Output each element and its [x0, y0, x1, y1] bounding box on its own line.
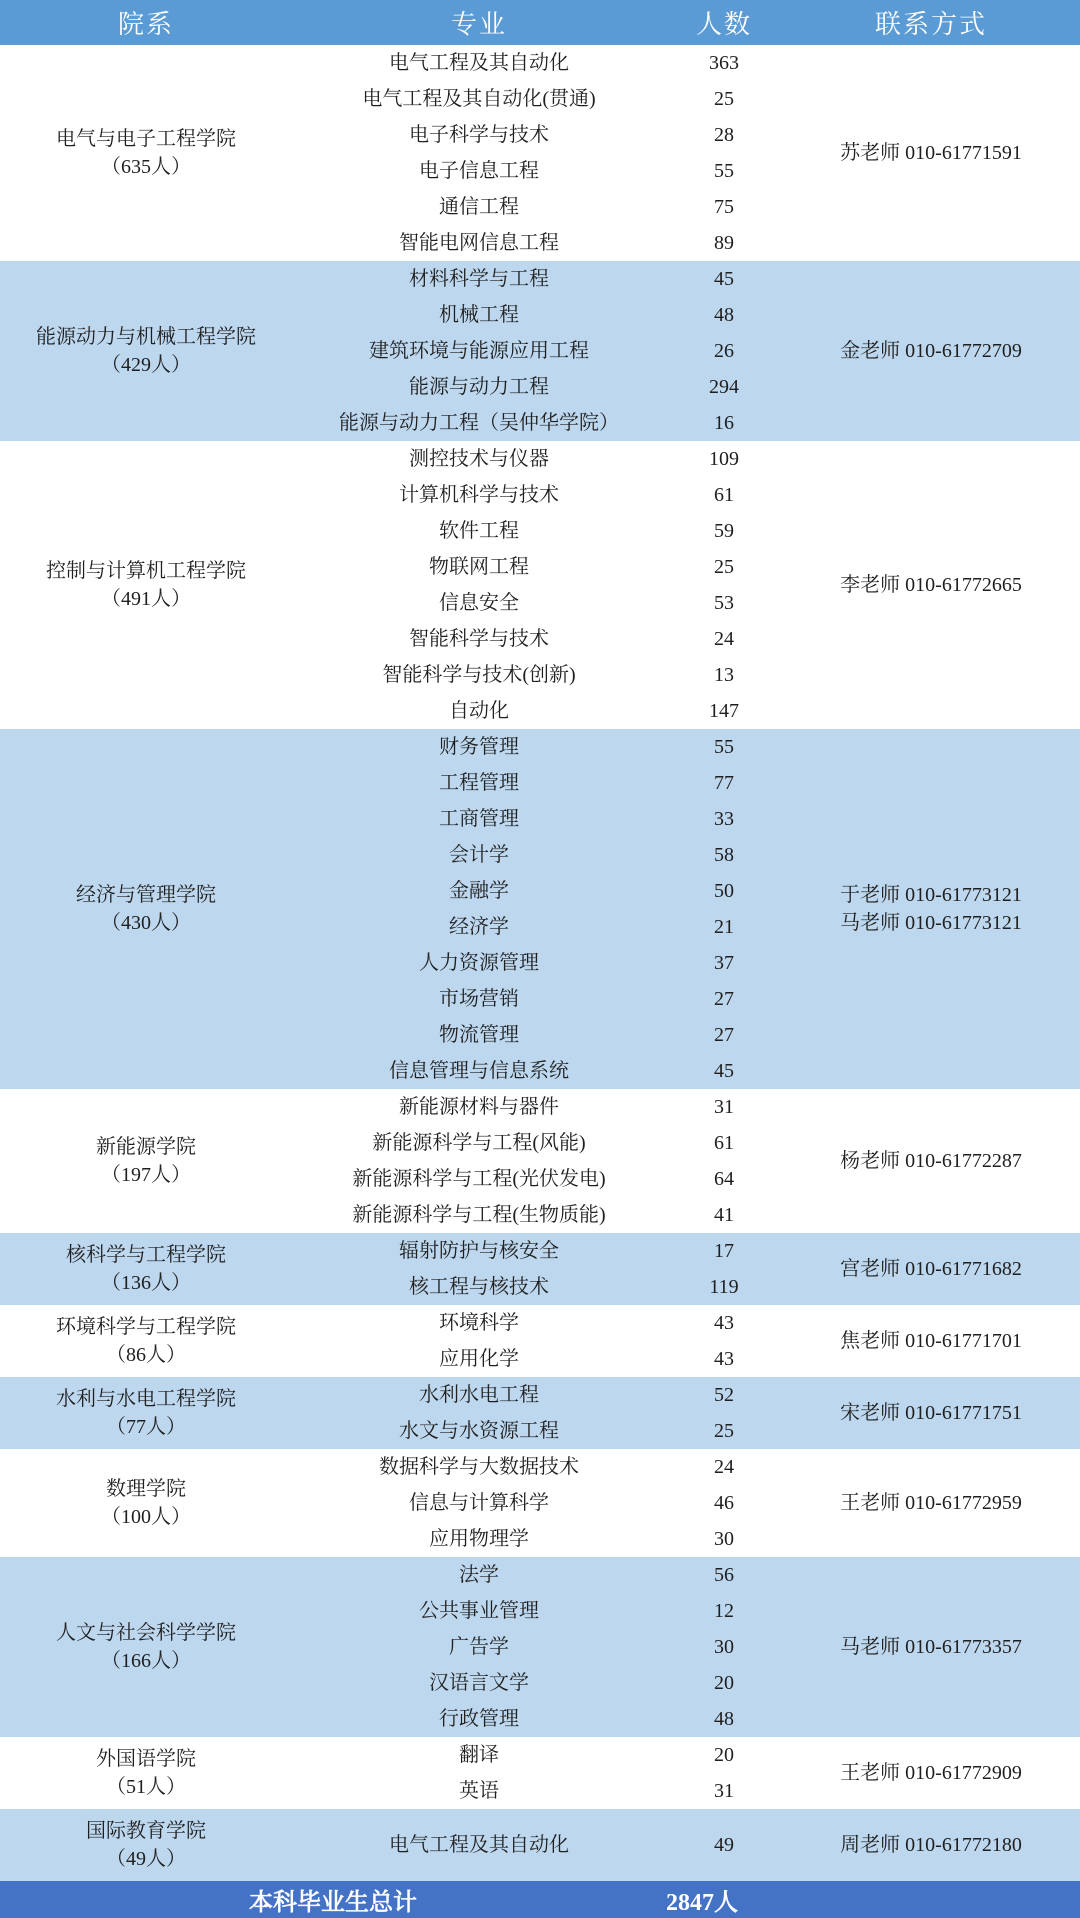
college-name: 数理学院 — [106, 1478, 186, 1500]
major-count: 27 — [666, 1017, 782, 1053]
major-count: 25 — [666, 81, 782, 117]
major-name: 水利水电工程 — [292, 1377, 666, 1413]
contact-cell — [782, 1809, 1080, 1881]
major-name: 电气工程及其自动化(贯通) — [292, 81, 666, 117]
major-count: 12 — [666, 1593, 782, 1629]
college-total: （86人） — [106, 1344, 186, 1366]
contact-info: 马老师 010-61773357 — [840, 1636, 1022, 1658]
college-name: 人文与社会科学学院 — [56, 1622, 236, 1644]
major-count: 45 — [666, 261, 782, 297]
contact-info: 王老师 010-61772909 — [840, 1762, 1022, 1784]
contact-cell — [782, 45, 1080, 261]
major-count: 13 — [666, 657, 782, 693]
college-total: （491人） — [101, 588, 191, 610]
major-name: 信息与计算科学 — [292, 1485, 666, 1521]
college-cell — [0, 1809, 292, 1881]
major-count: 59 — [666, 513, 782, 549]
major-count: 53 — [666, 585, 782, 621]
major-name: 法学 — [292, 1557, 666, 1593]
contact-cell — [782, 729, 1080, 1089]
major-count: 50 — [666, 873, 782, 909]
major-name: 物流管理 — [292, 1017, 666, 1053]
major-name: 能源与动力工程（吴仲华学院） — [292, 405, 666, 441]
major-name: 软件工程 — [292, 513, 666, 549]
major-count: 33 — [666, 801, 782, 837]
contact-cell — [782, 1305, 1080, 1377]
contact-info: 焦老师 010-61771701 — [840, 1330, 1022, 1352]
major-name: 材料科学与工程 — [292, 261, 666, 297]
contact-info: 杨老师 010-61772287 — [840, 1150, 1022, 1172]
major-count: 61 — [666, 477, 782, 513]
college-cell — [0, 45, 292, 261]
contact-info: 王老师 010-61772959 — [840, 1492, 1022, 1514]
major-count: 48 — [666, 297, 782, 333]
contact-info: 金老师 010-61772709 — [840, 340, 1022, 362]
contact-info: 李老师 010-61772665 — [840, 574, 1022, 596]
major-name: 工程管理 — [292, 765, 666, 801]
college-cell — [0, 441, 292, 729]
table-row — [0, 1449, 1080, 1485]
major-count: 25 — [666, 549, 782, 585]
major-name: 翻译 — [292, 1737, 666, 1773]
major-count: 41 — [666, 1197, 782, 1233]
major-name: 新能源科学与工程(风能) — [292, 1125, 666, 1161]
major-count: 25 — [666, 1413, 782, 1449]
table-row — [0, 1089, 1080, 1125]
major-name: 智能电网信息工程 — [292, 225, 666, 261]
college-total: （166人） — [101, 1650, 191, 1672]
college-total: （197人） — [101, 1164, 191, 1186]
college-cell — [0, 1305, 292, 1377]
table-row — [0, 1737, 1080, 1773]
header-count: 人数 — [666, 0, 782, 45]
college-name: 能源动力与机械工程学院 — [36, 326, 256, 348]
table-row — [0, 1233, 1080, 1269]
college-name: 国际教育学院 — [86, 1820, 206, 1842]
contact-info: 周老师 010-61772180 — [840, 1834, 1022, 1856]
header-contact: 联系方式 — [782, 0, 1080, 45]
college-total: （77人） — [106, 1416, 186, 1438]
major-name: 机械工程 — [292, 297, 666, 333]
major-count: 58 — [666, 837, 782, 873]
major-count: 61 — [666, 1125, 782, 1161]
college-cell — [0, 1449, 292, 1557]
major-count: 24 — [666, 621, 782, 657]
major-count: 64 — [666, 1161, 782, 1197]
major-name: 电子科学与技术 — [292, 117, 666, 153]
college-total: （635人） — [101, 156, 191, 178]
major-name: 金融学 — [292, 873, 666, 909]
major-count: 109 — [666, 441, 782, 477]
major-name: 计算机科学与技术 — [292, 477, 666, 513]
table-row — [0, 45, 1080, 81]
college-cell — [0, 1557, 292, 1737]
college-cell — [0, 729, 292, 1089]
major-name: 新能源材料与器件 — [292, 1089, 666, 1125]
major-count: 119 — [666, 1269, 782, 1305]
major-name: 人力资源管理 — [292, 945, 666, 981]
major-count: 294 — [666, 369, 782, 405]
major-count: 45 — [666, 1053, 782, 1089]
major-name: 环境科学 — [292, 1305, 666, 1341]
college-total: （49人） — [106, 1848, 186, 1870]
major-name: 广告学 — [292, 1629, 666, 1665]
college-total: （429人） — [101, 354, 191, 376]
college-total: （51人） — [106, 1776, 186, 1798]
major-name: 工商管理 — [292, 801, 666, 837]
contact-info: 于老师 010-61773121 — [840, 884, 1022, 906]
major-name: 水文与水资源工程 — [292, 1413, 666, 1449]
major-name: 应用物理学 — [292, 1521, 666, 1557]
major-count: 77 — [666, 765, 782, 801]
major-count: 46 — [666, 1485, 782, 1521]
contact-cell — [782, 1377, 1080, 1449]
major-name: 物联网工程 — [292, 549, 666, 585]
major-count: 20 — [666, 1665, 782, 1701]
major-name: 智能科学与技术 — [292, 621, 666, 657]
college-total: （100人） — [101, 1506, 191, 1528]
major-name: 电子信息工程 — [292, 153, 666, 189]
contact-cell — [782, 1089, 1080, 1233]
table-row — [0, 1809, 1080, 1881]
college-total: （136人） — [101, 1272, 191, 1294]
major-count: 30 — [666, 1629, 782, 1665]
major-name: 核工程与核技术 — [292, 1269, 666, 1305]
header-major: 专业 — [292, 0, 666, 45]
table-row — [0, 441, 1080, 477]
major-name: 财务管理 — [292, 729, 666, 765]
major-count: 20 — [666, 1737, 782, 1773]
major-count: 55 — [666, 729, 782, 765]
major-name: 会计学 — [292, 837, 666, 873]
contact-info: 马老师 010-61773121 — [840, 912, 1022, 934]
table-row — [0, 1377, 1080, 1413]
header-row — [0, 0, 1080, 45]
major-name: 新能源科学与工程(生物质能) — [292, 1197, 666, 1233]
contact-info: 宫老师 010-61771682 — [840, 1258, 1022, 1280]
major-count: 30 — [666, 1521, 782, 1557]
major-name: 市场营销 — [292, 981, 666, 1017]
college-total: （430人） — [101, 912, 191, 934]
major-name: 信息管理与信息系统 — [292, 1053, 666, 1089]
college-cell — [0, 1233, 292, 1305]
major-count: 363 — [666, 45, 782, 81]
major-name: 自动化 — [292, 693, 666, 729]
major-count: 27 — [666, 981, 782, 1017]
college-name: 核科学与工程学院 — [66, 1244, 226, 1266]
contact-cell — [782, 1449, 1080, 1557]
major-name: 电气工程及其自动化 — [292, 45, 666, 81]
major-name: 辐射防护与核安全 — [292, 1233, 666, 1269]
contact-cell — [782, 261, 1080, 441]
major-count: 56 — [666, 1557, 782, 1593]
major-count: 147 — [666, 693, 782, 729]
college-name: 水利与水电工程学院 — [56, 1388, 236, 1410]
total-value: 2847人 — [666, 1881, 1080, 1918]
contact-info: 宋老师 010-61771751 — [840, 1402, 1022, 1424]
major-count: 43 — [666, 1341, 782, 1377]
college-cell — [0, 1377, 292, 1449]
college-cell — [0, 1089, 292, 1233]
major-count: 43 — [666, 1305, 782, 1341]
major-count: 31 — [666, 1773, 782, 1809]
major-name: 英语 — [292, 1773, 666, 1809]
major-name: 信息安全 — [292, 585, 666, 621]
major-count: 89 — [666, 225, 782, 261]
total-label: 本科毕业生总计 — [0, 1881, 666, 1918]
major-count: 75 — [666, 189, 782, 225]
major-name: 智能科学与技术(创新) — [292, 657, 666, 693]
major-name: 经济学 — [292, 909, 666, 945]
major-count: 16 — [666, 405, 782, 441]
college-name: 新能源学院 — [96, 1136, 196, 1158]
college-cell — [0, 261, 292, 441]
college-name: 控制与计算机工程学院 — [46, 560, 246, 582]
major-count: 17 — [666, 1233, 782, 1269]
major-count: 21 — [666, 909, 782, 945]
major-count: 28 — [666, 117, 782, 153]
major-count: 31 — [666, 1089, 782, 1125]
major-name: 行政管理 — [292, 1701, 666, 1737]
major-name: 公共事业管理 — [292, 1593, 666, 1629]
college-name: 经济与管理学院 — [76, 884, 216, 906]
major-count: 26 — [666, 333, 782, 369]
header-college: 院系 — [0, 0, 292, 45]
major-name: 通信工程 — [292, 189, 666, 225]
college-name: 电气与电子工程学院 — [56, 128, 236, 150]
major-name: 新能源科学与工程(光伏发电) — [292, 1161, 666, 1197]
table-row — [0, 729, 1080, 765]
contact-cell — [782, 1233, 1080, 1305]
major-count: 55 — [666, 153, 782, 189]
college-name: 外国语学院 — [96, 1748, 196, 1770]
major-name: 能源与动力工程 — [292, 369, 666, 405]
table-body — [0, 45, 1080, 1881]
major-name: 建筑环境与能源应用工程 — [292, 333, 666, 369]
major-count: 37 — [666, 945, 782, 981]
table-row — [0, 1557, 1080, 1593]
major-name: 测控技术与仪器 — [292, 441, 666, 477]
major-name: 应用化学 — [292, 1341, 666, 1377]
contact-cell — [782, 1557, 1080, 1737]
contact-cell — [782, 441, 1080, 729]
college-cell — [0, 1737, 292, 1809]
college-name: 环境科学与工程学院 — [56, 1316, 236, 1338]
major-count: 52 — [666, 1377, 782, 1413]
major-name: 汉语言文学 — [292, 1665, 666, 1701]
major-count: 48 — [666, 1701, 782, 1737]
major-name: 电气工程及其自动化 — [292, 1809, 666, 1881]
major-count: 49 — [666, 1809, 782, 1881]
table-row — [0, 261, 1080, 297]
contact-info: 苏老师 010-61771591 — [840, 142, 1022, 164]
total-row — [0, 1881, 1080, 1918]
major-count: 24 — [666, 1449, 782, 1485]
major-name: 数据科学与大数据技术 — [292, 1449, 666, 1485]
contact-cell — [782, 1737, 1080, 1809]
table-row — [0, 1305, 1080, 1341]
